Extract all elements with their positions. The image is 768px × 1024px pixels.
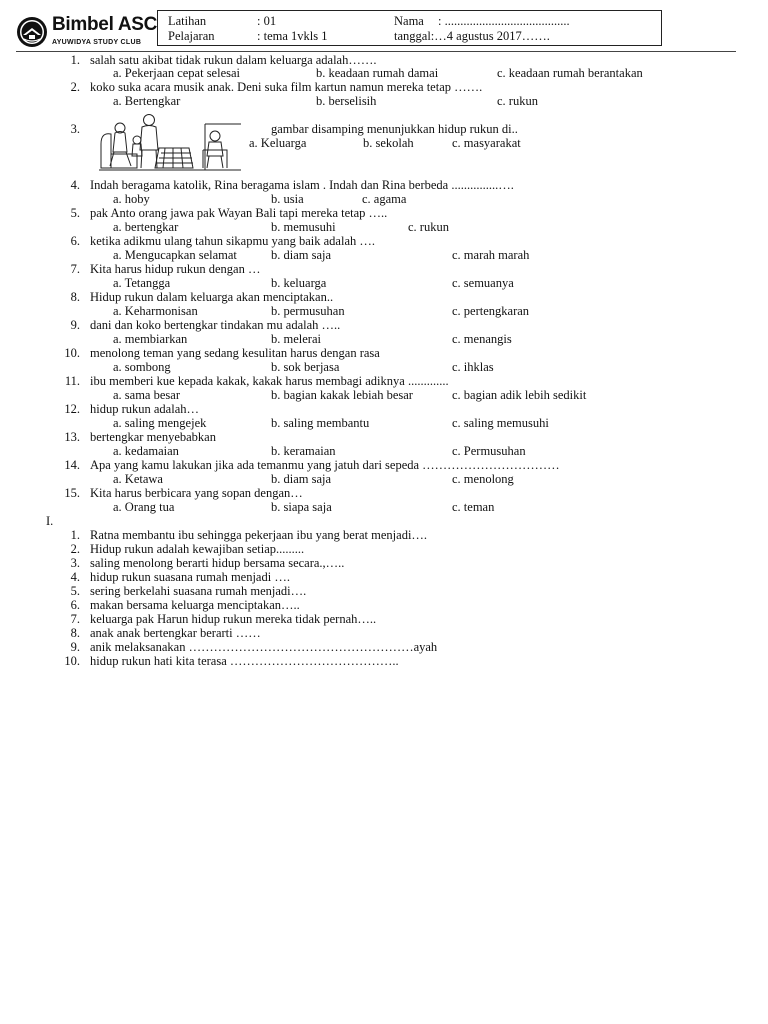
option-c[interactable]: c. marah marah: [452, 248, 530, 262]
question-number: 1.: [70, 53, 80, 67]
option-a[interactable]: a. membiarkan: [113, 332, 188, 346]
option-b[interactable]: b. usia: [271, 192, 304, 206]
fill-in-text: keluarga pak Harun hidup rukun mereka tidak pernah…..: [90, 612, 377, 626]
option-c[interactable]: c. semuanya: [452, 276, 514, 290]
fill-in-text: saling menolong berarti hidup bersama secara.,…..: [90, 556, 345, 570]
question-number: 6.: [70, 234, 80, 248]
option-c[interactable]: c. saling memusuhi: [452, 416, 549, 430]
fill-in-text: anak anak bertengkar berarti ……: [90, 626, 261, 640]
fill-in-number: 2.: [70, 542, 80, 556]
question-text: dani dan koko bertengkar tindakan mu adalah …..: [90, 318, 341, 332]
fill-in-text: Ratna membantu ibu sehingga pekerjaan ibu yang berat menjadi….: [90, 528, 428, 542]
option-b[interactable]: b. keramaian: [271, 444, 336, 458]
option-c[interactable]: c. pertengkaran: [452, 304, 530, 318]
option-b[interactable]: b. memusuhi: [271, 220, 336, 234]
option-a[interactable]: a. Bertengkar: [113, 94, 181, 108]
option-a[interactable]: a. sama besar: [113, 388, 180, 402]
fill-in-text: Hidup rukun adalah kewajiban setiap.........: [90, 542, 305, 556]
question-number: 2.: [70, 80, 80, 94]
option-c[interactable]: c. teman: [452, 500, 495, 514]
option-a[interactable]: a. Mengucapkan selamat: [113, 248, 237, 262]
option-a[interactable]: a. Orang tua: [113, 500, 175, 514]
option-a[interactable]: a. kedamaian: [113, 444, 179, 458]
option-a[interactable]: a. Keharmonisan: [113, 304, 198, 318]
option-b[interactable]: b. keadaan rumah damai: [316, 66, 439, 80]
fill-in-text: makan bersama keluarga menciptakan…..: [90, 598, 300, 612]
pelajaran-label: Pelajaran: [168, 29, 215, 43]
question-number: 15.: [64, 486, 80, 500]
question-text: gambar disamping menunjukkan hidup rukun di..: [271, 122, 518, 136]
header-divider: [16, 51, 736, 52]
option-c[interactable]: c. Permusuhan: [452, 444, 526, 458]
option-a[interactable]: a. sombong: [113, 360, 171, 374]
question-number: 4.: [70, 178, 80, 192]
asc-logo-icon: [16, 16, 48, 48]
section-marker: I.: [46, 514, 54, 528]
nama-label: Nama: [394, 14, 424, 28]
option-a[interactable]: a. Pekerjaan cepat selesai: [113, 66, 241, 80]
question-number: 12.: [64, 402, 80, 416]
question-text: hidup rukun adalah…: [90, 402, 200, 416]
header-info-box: [157, 10, 662, 46]
option-a[interactable]: a. bertengkar: [113, 220, 179, 234]
option-b[interactable]: b. melerai: [271, 332, 321, 346]
fill-in-number: 8.: [70, 626, 80, 640]
latihan-label: Latihan: [168, 14, 207, 28]
question-number: 13.: [64, 430, 80, 444]
question-text: Kita harus hidup rukun dengan …: [90, 262, 261, 276]
nama-value: : ........................................: [438, 14, 570, 28]
option-a[interactable]: a. Ketawa: [113, 472, 163, 486]
option-c[interactable]: c. keadaan rumah berantakan: [497, 66, 643, 80]
question-number: 8.: [70, 290, 80, 304]
option-b[interactable]: b. diam saja: [271, 472, 332, 486]
option-c[interactable]: c. menolong: [452, 472, 514, 486]
fill-in-text: anik melaksanakan ………………………………………………ayah: [90, 640, 438, 654]
option-b[interactable]: b. sok berjasa: [271, 360, 340, 374]
option-c[interactable]: c. ihklas: [452, 360, 494, 374]
fill-in-number: 7.: [70, 612, 80, 626]
option-b[interactable]: b. diam saja: [271, 248, 332, 262]
option-b[interactable]: b. bagian kakak lebiah besar: [271, 388, 413, 402]
question-text: ibu memberi kue kepada kakak, kakak harus membagi adiknya .............: [90, 374, 449, 388]
question-number: 5.: [70, 206, 80, 220]
option-c[interactable]: c. bagian adik lebih sedikit: [452, 388, 587, 402]
fill-in-number: 10.: [64, 654, 80, 668]
option-b[interactable]: b. keluarga: [271, 276, 327, 290]
brand-logo: [14, 14, 164, 54]
option-b[interactable]: b. siapa saja: [271, 500, 332, 514]
option-c[interactable]: c. agama: [362, 192, 407, 206]
question-text: Kita harus berbicara yang sopan dengan…: [90, 486, 303, 500]
question-number: 9.: [70, 318, 80, 332]
question-number: 7.: [70, 262, 80, 276]
fill-in-number: 3.: [70, 556, 80, 570]
question-text: pak Anto orang jawa pak Wayan Bali tapi mereka tetap …..: [90, 206, 388, 220]
tanggal-value: tanggal:…4 agustus 2017…….: [394, 29, 550, 43]
fill-in-number: 6.: [70, 598, 80, 612]
fill-in-text: hidup rukun hati kita terasa …………………………………..: [90, 654, 399, 668]
fill-in-number: 4.: [70, 570, 80, 584]
question-text: Hidup rukun dalam keluarga akan menciptakan..: [90, 290, 334, 304]
fill-in-number: 1.: [70, 528, 80, 542]
option-c[interactable]: c. rukun: [497, 94, 538, 108]
question-number: 11.: [64, 374, 80, 388]
question-text: koko suka acara musik anak. Deni suka film kartun namun mereka tetap …….: [90, 80, 483, 94]
option-c[interactable]: c. masyarakat: [452, 136, 521, 150]
option-b[interactable]: b. berselisih: [316, 94, 377, 108]
question-text: bertengkar menyebabkan: [90, 430, 216, 444]
fill-in-text: sering berkelahi suasana rumah menjadi….: [90, 584, 307, 598]
fill-in-text: hidup rukun suasana rumah menjadi ….: [90, 570, 290, 584]
brand-subtitle: AYUWIDYA STUDY CLUB: [52, 39, 142, 46]
question-number: 10.: [64, 346, 80, 360]
latihan-value: : 01: [257, 14, 277, 28]
option-b[interactable]: b. permusuhan: [271, 304, 345, 318]
family-illustration-icon: [97, 110, 243, 172]
option-a[interactable]: a. Tetangga: [113, 276, 171, 290]
question-number: 3.: [70, 122, 80, 136]
option-b[interactable]: b. sekolah: [363, 136, 414, 150]
fill-in-number: 9.: [70, 640, 80, 654]
option-b[interactable]: b. saling membantu: [271, 416, 370, 430]
brand-title: Bimbel ASC: [52, 14, 158, 35]
pelajaran-value: : tema 1vkls 1: [257, 29, 328, 43]
question-text: ketika adikmu ulang tahun sikapmu yang baik adalah ….: [90, 234, 375, 248]
question-text: Apa yang kamu lakukan jika ada temanmu yang jatuh dari sepeda ……………………………: [90, 458, 560, 472]
fill-in-number: 5.: [70, 584, 80, 598]
option-a[interactable]: a. hoby: [113, 192, 150, 206]
option-c[interactable]: c. menangis: [452, 332, 512, 346]
question-text: menolong teman yang sedang kesulitan harus dengan rasa: [90, 346, 380, 360]
question-text: Indah beragama katolik, Rina beragama islam . Indah dan Rina berbeda ...............….: [90, 178, 514, 192]
option-a[interactable]: a. Keluarga: [249, 136, 307, 150]
option-c[interactable]: c. rukun: [408, 220, 449, 234]
option-a[interactable]: a. saling mengejek: [113, 416, 207, 430]
question-number: 14.: [64, 458, 80, 472]
question-text: salah satu akibat tidak rukun dalam keluarga adalah…….: [90, 53, 377, 67]
